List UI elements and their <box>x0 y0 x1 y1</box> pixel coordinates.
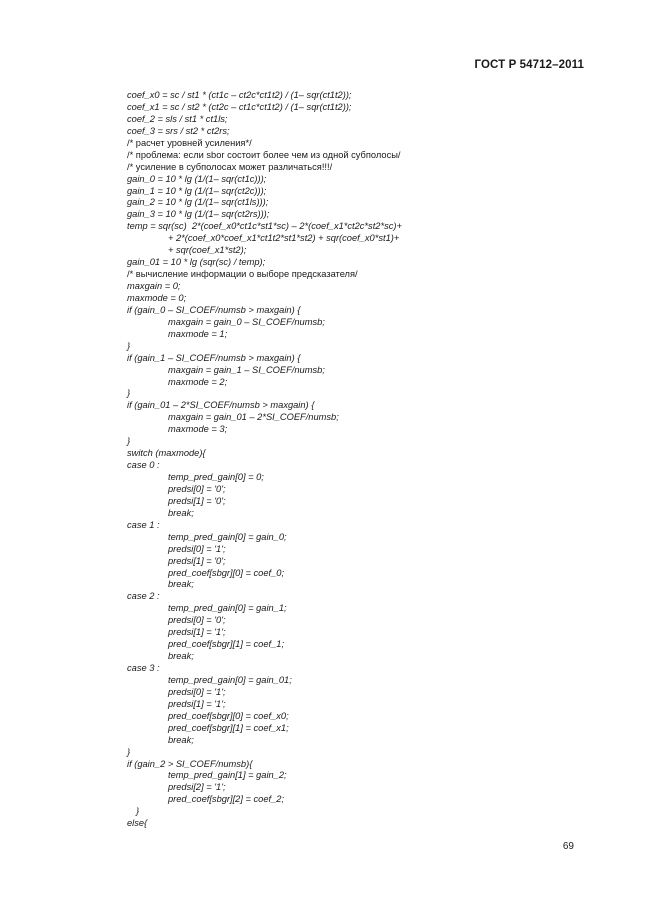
code-line: } <box>127 388 131 399</box>
code-line: break; <box>168 507 194 518</box>
code-listing <box>127 90 597 830</box>
code-line: gain_0 = 10 * lg (1/(1– sqr(ct1c))); <box>127 173 267 184</box>
code-line: temp_pred_gain[0] = gain_01; <box>168 674 292 685</box>
code-line: predsi[1] = '1'; <box>168 627 226 638</box>
code-line: if (gain_0 – SI_COEF/numsb > maxgain) { <box>127 304 301 315</box>
code-line: } <box>127 436 131 447</box>
code-line: predsi[1] = '1'; <box>168 698 226 709</box>
code-line: } <box>127 340 131 351</box>
code-line: temp = sqr(sc) 2*(coef_x0*ct1c*st1*sc) – 2*(coef_x1*ct2c*st2*sc)+ <box>127 221 402 232</box>
code-line: case 3 : <box>127 663 160 673</box>
page-number: 69 <box>562 841 574 852</box>
code-line: gain_3 = 10 * lg (1/(1– sqr(ct2rs))); <box>127 209 270 220</box>
code-line: gain_01 = 10 * lg (sqr(sc) / temp); <box>127 257 266 268</box>
code-line: temp_pred_gain[0] = gain_0; <box>168 531 287 542</box>
code-line: case 1 : <box>127 519 160 530</box>
code-line: maxmode = 2; <box>168 376 228 387</box>
code-line: temp_pred_gain[1] = gain_2; <box>168 770 287 781</box>
code-line: case 0 : <box>127 460 160 471</box>
code-line: temp_pred_gain[0] = 0; <box>168 472 264 482</box>
code-line: coef_x0 = sc / st1 * (ct1c – ct2c*ct1t2) / (1– sqr(ct1t2)); <box>127 90 352 100</box>
code-line: break; <box>168 579 194 590</box>
code-line: predsi[0] = '0'; <box>168 615 226 626</box>
code-line: break; <box>168 734 194 745</box>
code-line: else{ <box>127 818 148 829</box>
document-standard-header: ГОСТ Р 54712–2011 <box>474 59 584 71</box>
code-line: if (gain_1 – SI_COEF/numsb > maxgain) { <box>127 352 301 363</box>
code-line: gain_1 = 10 * lg (1/(1– sqr(ct2c))); <box>127 185 267 196</box>
code-line: } <box>136 806 140 817</box>
code-line: predsi[1] = '0'; <box>168 555 226 566</box>
code-line: /* расчет уровней усиления*/ <box>127 137 252 148</box>
code-line: /* усиление в субполосах может различаться!!!/ <box>127 161 333 172</box>
code-line: + sqr(coef_x1*st2); <box>168 245 247 256</box>
code-line: pred_coef[sbgr][2] = coef_2; <box>168 794 285 805</box>
code-line: predsi[1] = '0'; <box>168 495 226 506</box>
code-line: maxgain = gain_1 – SI_COEF/numsb; <box>168 364 325 375</box>
code-line: predsi[2] = '1'; <box>168 782 226 793</box>
code-line: case 2 : <box>127 591 160 602</box>
code-line: break; <box>168 651 194 662</box>
code-line: pred_coef[sbgr][1] = coef_x1; <box>168 722 289 733</box>
code-line: if (gain_2 > SI_COEF/numsb){ <box>127 758 253 769</box>
code-line: pred_coef[sbgr][1] = coef_1; <box>168 639 285 650</box>
code-line: pred_coef[sbgr][0] = coef_x0; <box>168 710 289 721</box>
code-line: maxgain = gain_0 – SI_COEF/numsb; <box>168 316 325 327</box>
code-line: predsi[0] = '1'; <box>168 543 226 554</box>
code-line: + 2*(coef_x0*coef_x1*ct1t2*st1*st2) + sqr(coef_x0*st1)+ <box>168 233 400 244</box>
code-line: maxgain = 0; <box>127 281 181 291</box>
code-line: coef_x1 = sc / st2 * (ct2c – ct1c*ct1t2) / (1– sqr(ct1t2)); <box>127 101 352 112</box>
code-line: switch (maxmode){ <box>127 448 206 459</box>
code-line: pred_coef[sbgr][0] = coef_0; <box>168 567 285 578</box>
code-line: /* проблема: если sbor состоит более чем из одной субполосы/ <box>127 149 401 160</box>
code-line: predsi[0] = '1'; <box>168 686 226 697</box>
code-line: if (gain_01 – 2*SI_COEF/numsb > maxgain) { <box>127 400 315 411</box>
code-line: temp_pred_gain[0] = gain_1; <box>168 603 287 614</box>
code-line: maxgain = gain_01 – 2*SI_COEF/numsb; <box>168 412 339 423</box>
code-line: } <box>127 746 131 757</box>
code-line: maxmode = 0; <box>127 292 187 303</box>
code-line: gain_2 = 10 * lg (1/(1– sqr(ct1ls))); <box>127 197 269 208</box>
code-line: maxmode = 3; <box>168 424 228 435</box>
code-line: predsi[0] = '0'; <box>168 483 226 494</box>
code-line: coef_2 = sls / st1 * ct1ls; <box>127 113 228 124</box>
code-line: /* вычисление информации о выборе предсказателя/ <box>127 269 358 280</box>
code-line: maxmode = 1; <box>168 328 228 339</box>
code-line: coef_3 = srs / st2 * ct2rs; <box>127 125 230 136</box>
